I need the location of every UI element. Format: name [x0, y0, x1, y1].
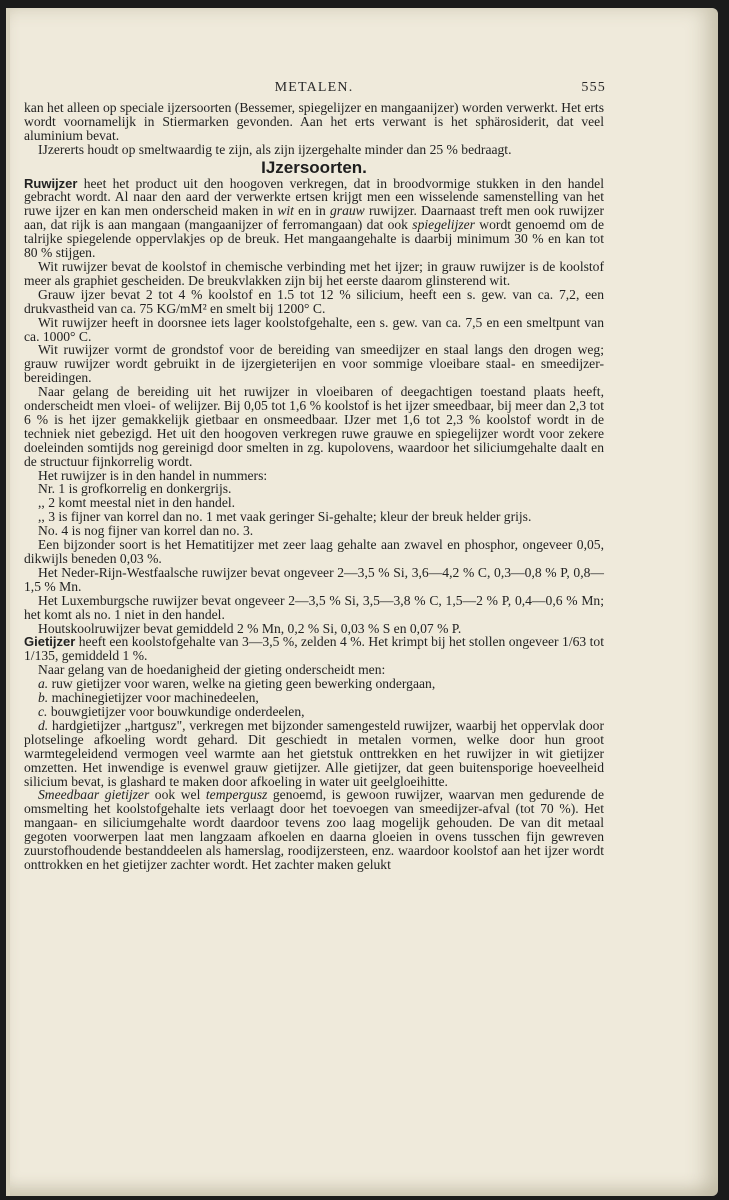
- paragraph: Houtskoolruwijzer bevat gemiddeld 2 % Mn, 0,2 % Si, 0,03 % S en 0,07 % P.: [38, 620, 462, 636]
- list-item: ,, 2 komt meestal niet in den handel.: [38, 495, 236, 511]
- paragraph-gietijzer: [24, 635, 604, 663]
- paragraph: Het ruwijzer is in den handel in nummers:: [38, 467, 268, 483]
- term-grauw: grauw: [330, 203, 365, 219]
- list-item: ,, 3 is fijner van korrel dan no. 1 met vaak geringer Si-gehalte; kleur der breuk helder grijs.: [38, 509, 532, 525]
- text-run: hardgietijzer „hartgusz", verkregen met bijzonder samengesteld ruwijzer, waarbij het oppervlak door plotselinge afkoeling wordt gehard. Dit geschiedt in metalen vormen, welke door hun groot warmtegeleidend vermogen veel warmte aan het gietstuk onttrekken en het ruwijzer in wit gietijzer omzetten. Het inwendige is evenwel grauw gietijzer. Alle gietijzer, dat geen buitensporige hoeveelheid silicium bevat, is glashard te maken door afkoeling in water uit geelgloeihitte.: [24, 717, 604, 789]
- list-item: [24, 705, 604, 719]
- term-wit: wit: [277, 203, 294, 219]
- text-run: heet het product uit den hoogoven verkregen, dat in broodvormige stukken in den handel gebracht wordt. Al naar den aard der verwerkte ertsen krijgt men een wisselende samenstelling van het ruwe ijzer en kan men onderscheid maken in: [24, 175, 604, 219]
- page-body: [24, 101, 604, 872]
- page-number: 555: [581, 80, 606, 95]
- paragraph: Grauw ijzer bevat 2 tot 4 % koolstof en 1.5 tot 12 % silicium, heeft een s. gew. van ca. 7,2, een drukvastheid van ca. 75 KG/mM² en smelt bij 1200° C.: [24, 286, 604, 316]
- list-item: [24, 691, 604, 705]
- paragraph: Het Luxemburgsche ruwijzer bevat ongeveer 2—3,5 % Si, 3,5—3,8 % C, 1,5—2 % P, 0,4—0,6 % Mn; het komt als no. 1 niet in den handel.: [24, 592, 604, 622]
- list-item: No. 4 is nog fijner van korrel dan no. 3.: [38, 523, 254, 539]
- list-key: a.: [38, 676, 49, 692]
- paragraph-smeedbaar: [24, 788, 604, 871]
- running-title: METALEN.: [274, 80, 354, 95]
- term-spiegelijzer: spiegelijzer: [412, 217, 475, 233]
- text-run: ook wel: [149, 787, 206, 803]
- list-key: b.: [38, 690, 49, 706]
- text-run: heeft een koolstofgehalte van 3—3,5 %, zelden 4 %. Het krimpt bij het stollen ongeveer 1/63 tot 1/135, gemiddeld 1 %.: [24, 634, 604, 664]
- list-item: Nr. 1 is grofkorrelig en donkergrijs.: [38, 481, 232, 497]
- text-run: ruwijzer. Daarnaast treft men ook ruwijzer aan, dat rijk is aan mangaan (mangaanijzer of ferromangaan) dat ook: [24, 203, 604, 233]
- paragraph: Naar gelang van de hoedanigheid der gieting onderscheidt men:: [38, 662, 386, 678]
- paragraph: Naar gelang de bereiding uit het ruwijzer in vloeibaren of deegachtigen toestand plaats heeft, onderscheidt men vloei- of welijzer. Bij 0,05 tot 1,6 % koolstof is het ijzer smeedbaar, bij meer dan 2,3 tot 6 % is het ijzer gemakkelijk gietbaar en onsmeedbaar. IJzer met 1,6 tot 2,3 % koolstof wordt in de techniek niet gebezigd. Het uit den hoogoven verkregen ruwe grauwe en spiegelijzer wordt voor zekere doeleinden somtijds nog gereinigd door smelten in zg. kupolovens, waardoor het siliciumgehalte daalt en de structuur fijnkorrelig wordt.: [24, 384, 604, 469]
- text-run: wordt genoemd om de talrijke spiegelende oppervlakjes op de breuk. Het mangaangehalte is daarbij minimum 30 % en kan tot 80 % stijgen.: [24, 217, 604, 261]
- text-run: en in: [293, 203, 330, 219]
- list-item: [24, 719, 604, 789]
- paragraph-ruwijzer: [24, 177, 604, 260]
- term-smeedbaar-gietijzer: Smeedbaar gietijzer: [38, 787, 150, 803]
- text-run: ruw gietijzer voor waren, welke na gieting geen bewerking ondergaan,: [48, 676, 436, 692]
- text-run: genoemd, is gewoon ruwijzer, waarvan men gedurende de omsmelting het koolstofgehalte iets verlaagt door het toevoegen van smeedijzer-afval (tot 70 %). Het mangaan- en siliciumgehalte wordt daardoor tevens zoo laag mogelijk gehouden. De van dit metaal gegoten voorwerpen laat men langzaam afkoelen en daarna gloeien in ovens tusschen fijn gewreven zuurstofhoudende bestanddeelen als hamerslag, roodijzersteen, enz. waardoor koolstof aan het ijzer wordt onttrokken en het gietijzer zachter wordt. Het zachter maken gelukt: [24, 787, 605, 872]
- list-key: c.: [38, 703, 48, 719]
- term-tempergusz: tempergusz: [205, 787, 268, 803]
- text-run: machinegietijzer voor machinedeelen,: [48, 690, 259, 706]
- paragraph: kan het alleen op speciale ijzersoorten (Bessemer, spiegelijzer en mangaanijzer) worden verwerkt. Het erts wordt voornamelijk in Stiermarken gevonden. Aan het erts verwant is het sphärosiderit, dat veel aluminium bevat.: [24, 100, 604, 143]
- paragraph: Wit ruwijzer vormt de grondstof voor de bereiding van smeedijzer en staal langs den drogen weg; grauw ruwijzer wordt gebruikt in de ijzergieterijen en voor sommige vloeibare staal- en smeedijzer-bereidingen.: [24, 342, 604, 386]
- paragraph: Een bijzonder soort is het Hematitijzer met zeer laag gehalte aan zwavel en phosphor, ongeveer 0,05, dikwijls beneden 0,03 %.: [24, 537, 604, 566]
- paragraph: Het Neder-Rijn-Westfaalsche ruwijzer bevat ongeveer 2—3,5 % Si, 3,6—4,2 % C, 0,3—0,8 % P, 0,8—1,5 % Mn.: [24, 564, 604, 594]
- term-gietijzer: Gietijzer: [24, 634, 76, 650]
- paragraph: Wit ruwijzer heeft in doorsnee iets lager koolstofgehalte, een s. gew. van ca. 7,5 en een smeltpunt van ca. 1000° C.: [24, 314, 604, 344]
- text-run: bouwgietijzer voor bouwkundige onderdeelen,: [47, 703, 305, 719]
- section-heading: IJzersoorten.: [261, 157, 367, 177]
- list-key: d.: [38, 717, 49, 733]
- book-page: [6, 8, 718, 1196]
- paragraph: IJzererts houdt op smeltwaardig te zijn, als zijn ijzergehalte minder dan 25 % bedraagt.: [38, 141, 512, 157]
- page-edge: [6, 8, 10, 1196]
- term-ruwijzer: Ruwijzer: [24, 175, 78, 191]
- paragraph: Wit ruwijzer bevat de koolstof in chemische verbinding met het ijzer; in grauw ruwijzer is de koolstof meer als graphiet gescheiden. De breukvlakken zijn bij het eerste daarom glinsterend wit.: [24, 258, 604, 288]
- list-item: [24, 677, 604, 691]
